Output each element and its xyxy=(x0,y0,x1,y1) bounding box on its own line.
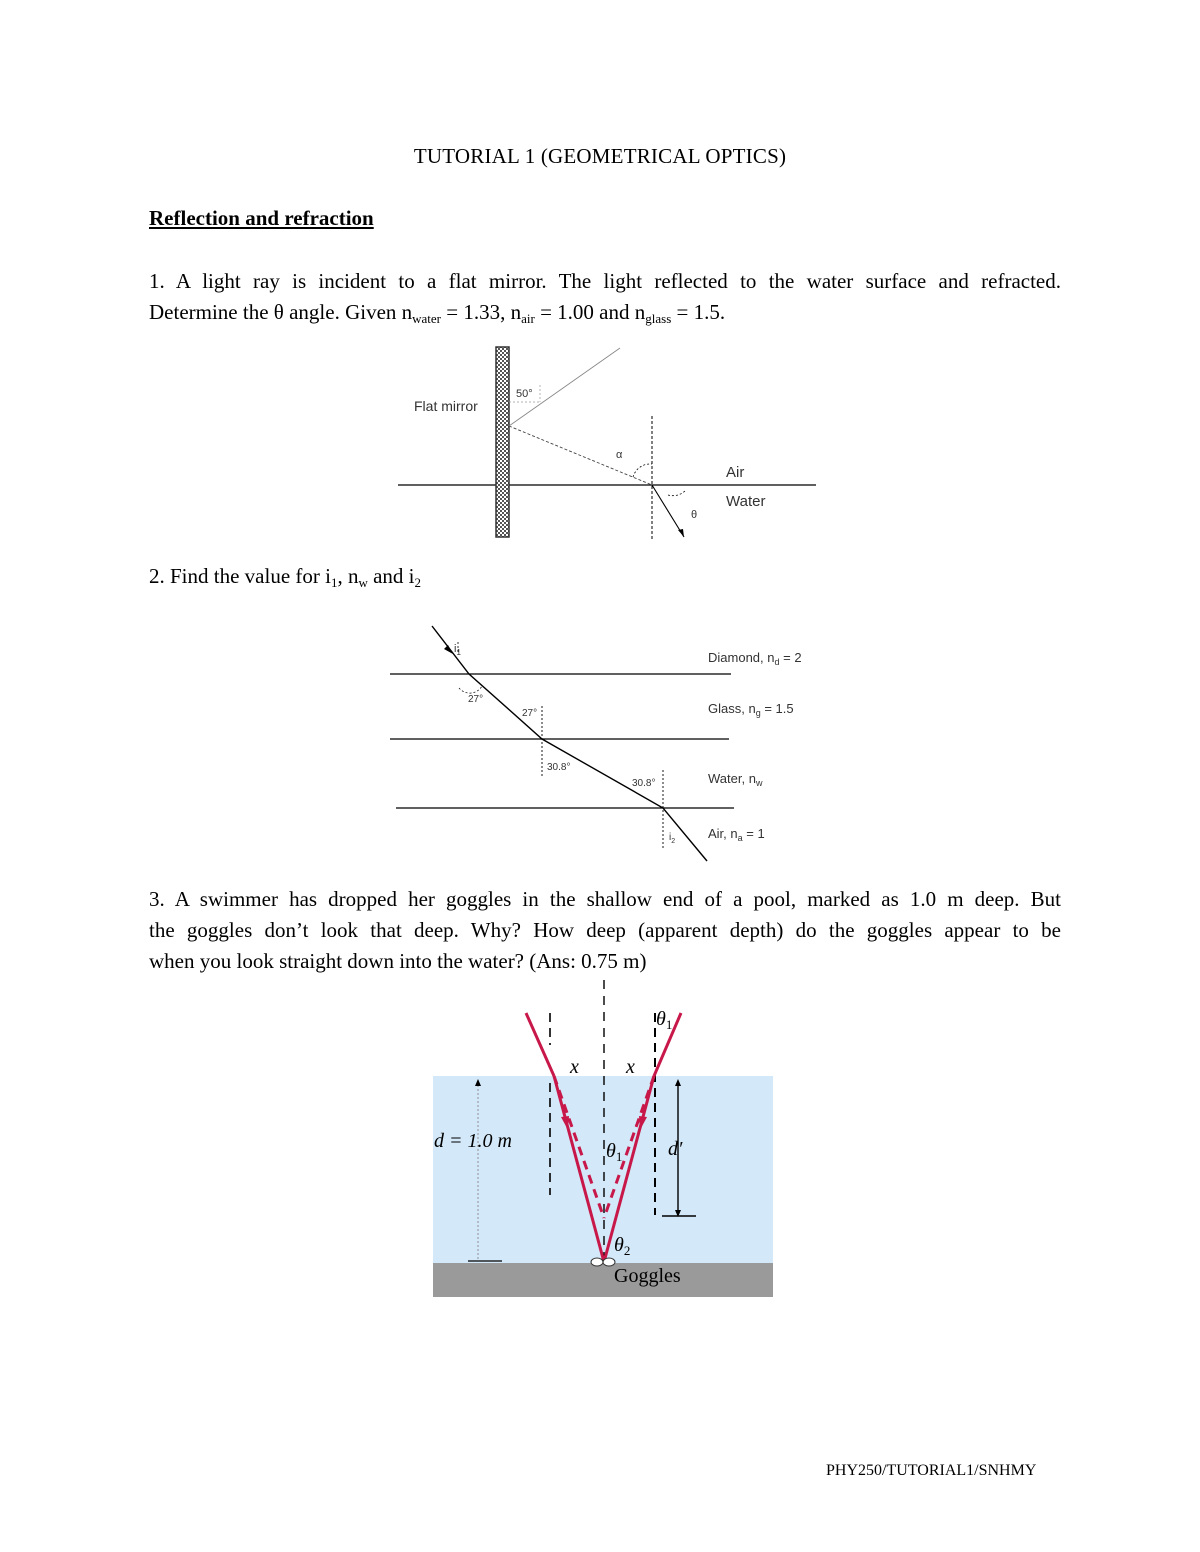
reflected-ray xyxy=(509,426,652,485)
theta-label: θ xyxy=(691,509,698,521)
question-1-line-2: Determine the θ angle. Given $n_{water} = 1.33$, $n_{air} = 1.00$ and $n_{glass} = 1.5$. xyxy=(149,300,726,326)
theta1-top-label: $\theta_1$ xyxy=(656,1008,673,1032)
dprime-label: d′ xyxy=(668,1138,683,1160)
angle-27b-label: 27° xyxy=(522,708,538,719)
question-2-text xyxy=(149,561,1061,598)
diamond-label: Diamond, $n_d = 2$ xyxy=(708,650,802,667)
page-title: TUTORIAL 1 (GEOMETRICAL OPTICS) xyxy=(413,144,787,168)
question-3-line-2: the goggles don’t look that deep. Why? How deep (apparent depth) do the goggles appear to be xyxy=(149,918,1061,942)
pool-bottom xyxy=(433,1263,773,1297)
figure-1-mirror-refraction xyxy=(390,340,830,545)
i2-label: $i_2$ xyxy=(669,832,676,845)
figure-2-multilayer-refraction xyxy=(385,620,825,865)
water-label: Water xyxy=(726,493,766,510)
question-2-line: 2. Find the value for $i_1$, $n_w$ and $i_2$ xyxy=(149,564,422,590)
section-heading: Reflection and refraction xyxy=(149,206,374,230)
refracted-ray xyxy=(652,485,684,537)
angle-50-label: 50° xyxy=(516,388,533,400)
angle-308a-label: 30.8° xyxy=(547,762,571,773)
refracted-arrowhead xyxy=(678,529,684,537)
goggles-label: Goggles xyxy=(614,1265,681,1287)
depth-d-label: d = 1.0 m xyxy=(434,1130,512,1152)
flat-mirror xyxy=(496,347,509,537)
x-right-label: x xyxy=(626,1056,635,1078)
question-1-text xyxy=(149,266,1061,334)
question-1-line-1: 1. A light ray is incident to a flat mirror. The light reflected to the water surface and refracted. xyxy=(149,269,1061,293)
ray-arrowhead xyxy=(444,645,453,654)
question-3-text xyxy=(149,884,1061,977)
angle-27a-label: 27° xyxy=(468,694,484,705)
figure-3-apparent-depth xyxy=(430,975,776,1300)
x-left-label: x xyxy=(570,1056,579,1078)
water-layer-label: Water, $n_w$ xyxy=(708,771,763,788)
glass-label: Glass, $n_g = 1.5$ xyxy=(708,701,794,718)
alpha-label: α xyxy=(616,449,623,461)
air-layer-label: Air, $n_a = 1$ xyxy=(708,826,765,843)
angle-308b-label: 30.8° xyxy=(632,778,656,789)
question-3-line-3: when you look straight down into the water? (Ans: 0.75 m) xyxy=(149,949,647,973)
pool-water xyxy=(433,1076,773,1263)
i1-label: $i_1$ xyxy=(454,643,461,657)
theta2-label: $\theta_2$ xyxy=(614,1234,631,1258)
mirror-label: Flat mirror xyxy=(414,398,478,414)
question-3-line-1: 3. A swimmer has dropped her goggles in the shallow end of a pool, marked as 1.0 m deep. But xyxy=(149,887,1061,911)
page-footer: PHY250/TUTORIAL1/SNHMY xyxy=(826,1462,1037,1479)
light-ray-path xyxy=(432,626,707,861)
theta1-mid-label: $\theta_1$ xyxy=(606,1140,623,1164)
air-label: Air xyxy=(726,464,745,481)
incident-ray xyxy=(509,348,620,426)
